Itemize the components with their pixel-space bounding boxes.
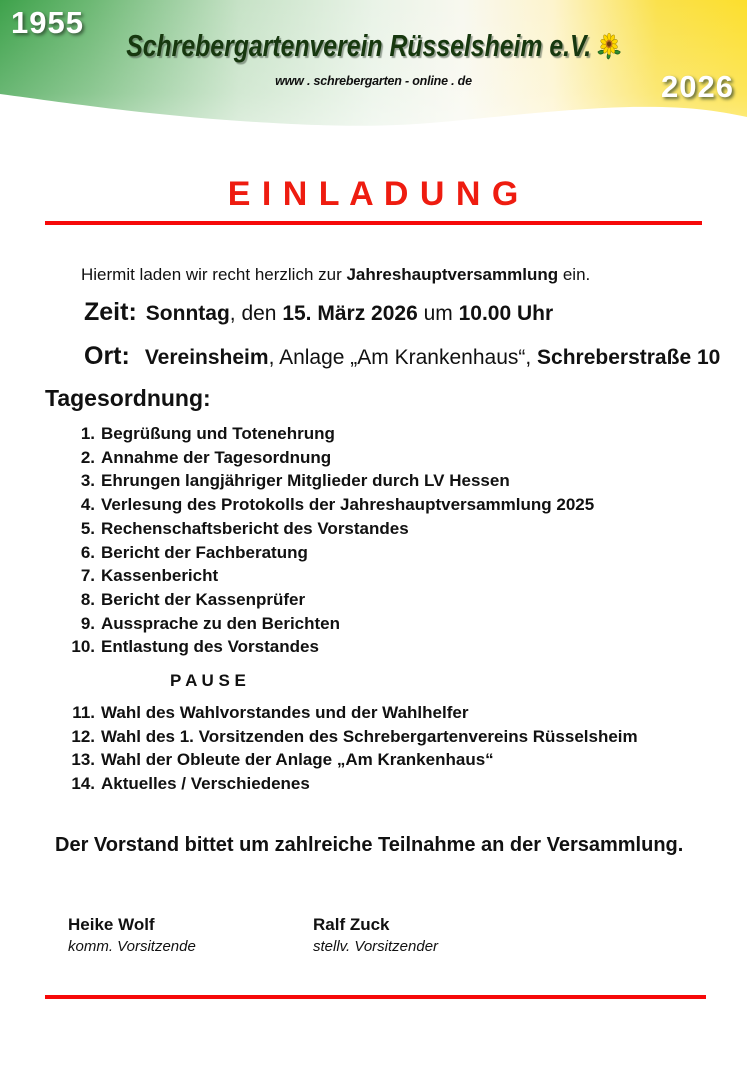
agenda-item-number: 1. <box>80 424 95 443</box>
website-url: www . schrebergarten - online . de <box>275 74 472 88</box>
signature-role: stellv. Vorsitzender <box>313 937 439 955</box>
header-gradient-wave <box>0 0 747 130</box>
header-banner <box>0 0 747 130</box>
agenda-item <box>43 541 747 565</box>
agenda-item-number: 11. <box>72 703 95 723</box>
agenda-item-text: Aktuelles / Verschiedenes <box>101 774 310 794</box>
agenda-item-text: Ehrungen langjähriger Mitglieder durch LV Hessen <box>101 471 510 491</box>
agenda-list-part1 <box>43 422 747 659</box>
agenda-item-number: 14. <box>71 774 95 794</box>
agenda-item-number: 6. <box>80 542 95 562</box>
agenda-item <box>43 635 747 659</box>
signature <box>313 915 558 955</box>
agenda-item-text: Aussprache zu den Berichten <box>101 613 341 633</box>
agenda-item-text: Entlastung des Vorstandes <box>101 637 319 657</box>
agenda-item-number: 5. <box>80 518 95 538</box>
agenda-item <box>43 446 747 470</box>
agenda-item <box>43 517 747 541</box>
agenda-item-number: 7. <box>80 566 95 586</box>
agenda-item <box>43 493 747 517</box>
agenda-item-text: Bericht der Kassenprüfer <box>101 589 306 609</box>
founding-year: 1955 <box>11 5 84 40</box>
agenda-item-number: 12. <box>71 726 95 746</box>
closing-statement: Der Vorstand bittet um zahlreiche Teilnahme an der Versammlung. <box>55 833 684 856</box>
signature-name: Ralf Zuck <box>313 914 390 934</box>
agenda-list-part2 <box>43 701 747 796</box>
agenda-item-text: Verlesung des Protokolls der Jahreshauptversammlung 2025 <box>101 495 595 515</box>
signature-name: Heike Wolf <box>68 914 155 934</box>
agenda-item-number: 13. <box>71 750 95 770</box>
intro-line: Hiermit laden wir recht herzlich zur Jahreshauptversammlung ein. <box>81 265 591 284</box>
location-label: Ort: <box>84 342 130 370</box>
agenda-item-text: Bericht der Fachberatung <box>101 542 308 562</box>
agenda-item <box>43 422 747 446</box>
time-line <box>84 298 747 327</box>
agenda-item-number: 2. <box>80 447 95 467</box>
current-year: 2026 <box>661 69 734 104</box>
agenda-item-number: 3. <box>80 471 95 491</box>
time-value: Sonntag, den 15. März 2026 um 10.00 Uhr <box>145 302 554 325</box>
agenda-item <box>43 725 747 749</box>
agenda-item <box>43 701 747 725</box>
agenda-item <box>43 748 747 772</box>
signature-role: komm. Vorsitzende <box>68 937 196 955</box>
sunflower-icon <box>597 33 621 60</box>
agenda-item <box>43 588 747 612</box>
agenda-item-text: Kassenbericht <box>101 566 219 586</box>
agenda-item-text: Wahl des Wahlvorstandes und der Wahlhelfer <box>101 703 469 723</box>
agenda-item-text: Begrüßung und Totenehrung <box>101 424 335 443</box>
agenda-item-number: 4. <box>80 495 95 515</box>
agenda-item-text: Annahme der Tagesordnung <box>101 447 332 467</box>
signature-block <box>68 915 747 955</box>
agenda-item <box>43 469 747 493</box>
bottom-red-rule <box>45 995 706 999</box>
location-line <box>84 342 747 371</box>
agenda-item-text: Wahl des 1. Vorsitzenden des Schrebergartenvereins Rüsselsheim <box>101 726 638 746</box>
agenda-item <box>43 612 747 636</box>
club-title-row <box>75 28 673 64</box>
agenda-item-text: Wahl der Obleute der Anlage „Am Krankenhaus“ <box>101 750 494 770</box>
agenda-item-number: 10. <box>71 637 95 657</box>
agenda-heading: Tagesordnung: <box>45 385 211 411</box>
club-name: Schrebergartenverein Rüsselsheim e.V. <box>126 28 592 63</box>
agenda-item <box>43 772 747 796</box>
agenda-item <box>43 564 747 588</box>
top-red-rule <box>45 221 702 225</box>
pause-label: P A U S E <box>170 671 246 691</box>
agenda-item-number: 8. <box>80 589 95 609</box>
agenda-item-text: Rechenschaftsbericht des Vorstandes <box>101 518 409 538</box>
agenda-item-number: 9. <box>80 613 95 633</box>
signature <box>68 915 313 955</box>
time-label: Zeit: <box>84 298 137 326</box>
page-title: E I N L A D U N G <box>227 175 520 213</box>
location-value: Vereinsheim, Anlage „Am Krankenhaus“, Schreberstraße 10 <box>144 346 721 369</box>
